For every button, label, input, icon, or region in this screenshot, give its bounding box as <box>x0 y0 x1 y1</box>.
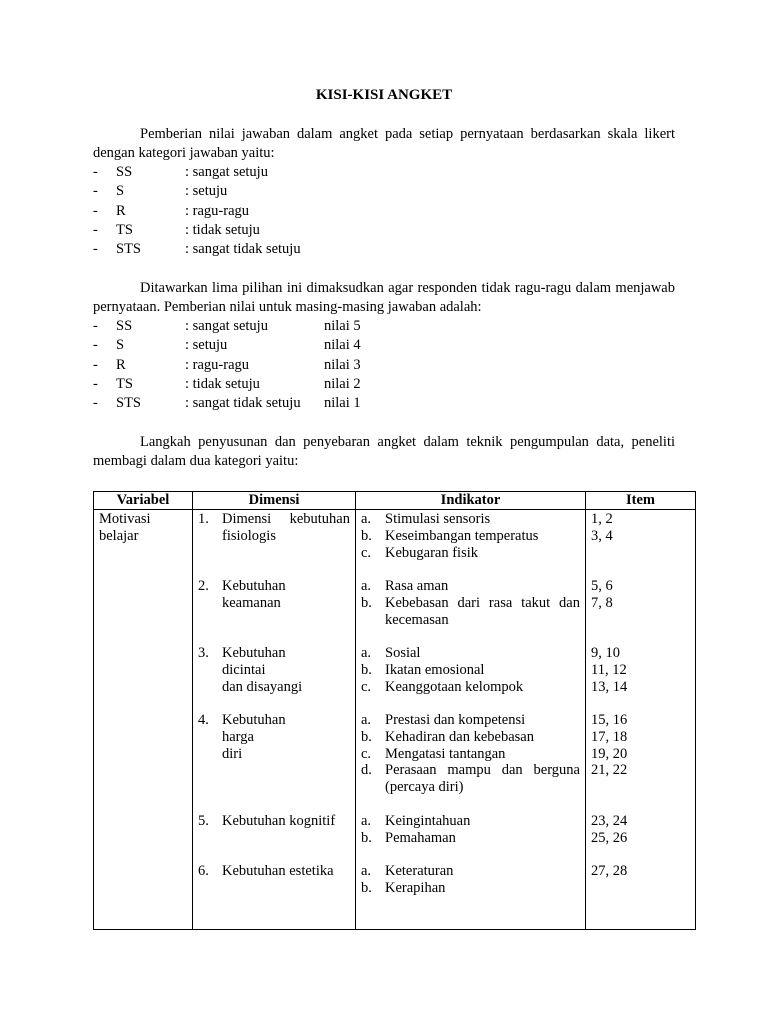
list-item: - SS : sangat setuju nilai 5 <box>93 318 361 334</box>
list-item: - SS : sangat setuju <box>93 164 268 180</box>
item-group-2: 5, 6 7, 8 <box>591 578 613 611</box>
item-group-6: 27, 28 <box>591 863 628 879</box>
list-item: - STS : sangat tidak setuju <box>93 241 301 258</box>
dim-group-2: 2. Kebutuhan keamanan <box>198 578 286 611</box>
dim-group-5: 5. Kebutuhan kognitif <box>198 813 336 829</box>
page-title: KISI-KISI ANGKET <box>315 87 453 103</box>
item-cell <box>586 510 696 930</box>
item-group-3: 9, 10 11, 12 13, 14 <box>591 645 628 695</box>
item-group-5: 23, 24 25, 26 <box>591 813 628 846</box>
list-item: - S : setuju nilai 4 <box>93 337 361 354</box>
dimensi-cell <box>193 510 356 930</box>
indikator-cell <box>356 510 586 930</box>
list-item: - TS : tidak setuju <box>93 221 260 238</box>
header-indikator: Indikator <box>356 492 586 510</box>
ind-group-6: a. Keteraturan b. Kerapihan <box>361 863 454 896</box>
dim-group-4: 4. Kebutuhan harga diri <box>198 712 286 762</box>
ind-group-1: a. Stimulasi sensoris b. Keseimbangan temperatus c. Kebugaran fisik <box>361 511 539 561</box>
scale-list-2 <box>93 317 693 413</box>
intro-paragraph: Pemberian nilai jawaban dalam angket pada setiap pernyataan berdasarkan skala likert dengan kategori jawaban yaitu: <box>93 126 675 161</box>
explanation-paragraph: Ditawarkan lima pilihan ini dimaksudkan agar responden tidak ragu-ragu dalam menjawab pernyataan. Pemberian nilai untuk masing-masing jawaban adalah: <box>93 280 675 315</box>
ind-group-3: a. Sosial b. Ikatan emosional c. Keanggotaan kelompok <box>361 645 524 695</box>
dim-group-3: 3. Kebutuhan dicintai dan disayangi <box>198 645 303 695</box>
dim-group-1: 1. Dimensi kebutuhan fisiologis <box>198 511 350 544</box>
scale-list-1 <box>93 163 693 259</box>
ind-group-2: a. Rasa aman b. Kebebasan dari rasa takut dan kecemasan <box>361 578 580 628</box>
header-item: Item <box>586 492 696 510</box>
list-item: - R : ragu-ragu <box>93 202 250 219</box>
ind-group-5: a. Keingintahuan b. Pemahaman <box>361 813 471 846</box>
header-variabel: Variabel <box>94 492 193 510</box>
dim-group-6: 6. Kebutuhan estetika <box>198 863 334 879</box>
list-item: - R : ragu-ragu nilai 3 <box>93 356 361 373</box>
list-item: - TS : tidak setuju nilai 2 <box>93 375 361 392</box>
steps-paragraph: Langkah penyusunan dan penyebaran angket dalam teknik pengumpulan data, peneliti membagi dalam dua kategori yaitu: <box>93 434 675 469</box>
list-item: - STS : sangat tidak setuju nilai 1 <box>93 395 361 412</box>
ind-group-4: a. Prestasi dan kompetensi b. Kehadiran dan kebebasan c. Mengatasi tantangan d. Perasaan mampu dan berguna (percaya diri) <box>361 712 580 796</box>
variabel-cell: Motivasi belajar <box>94 510 193 930</box>
item-group-1: 1, 2 3, 4 <box>591 511 613 544</box>
item-group-4: 15, 16 17, 18 19, 20 21, 22 <box>591 712 628 779</box>
kisi-table <box>93 491 696 930</box>
header-dimensi: Dimensi <box>193 492 356 510</box>
table-row <box>94 510 696 930</box>
list-item: - S : setuju <box>93 183 228 200</box>
table-header-row <box>94 492 696 510</box>
